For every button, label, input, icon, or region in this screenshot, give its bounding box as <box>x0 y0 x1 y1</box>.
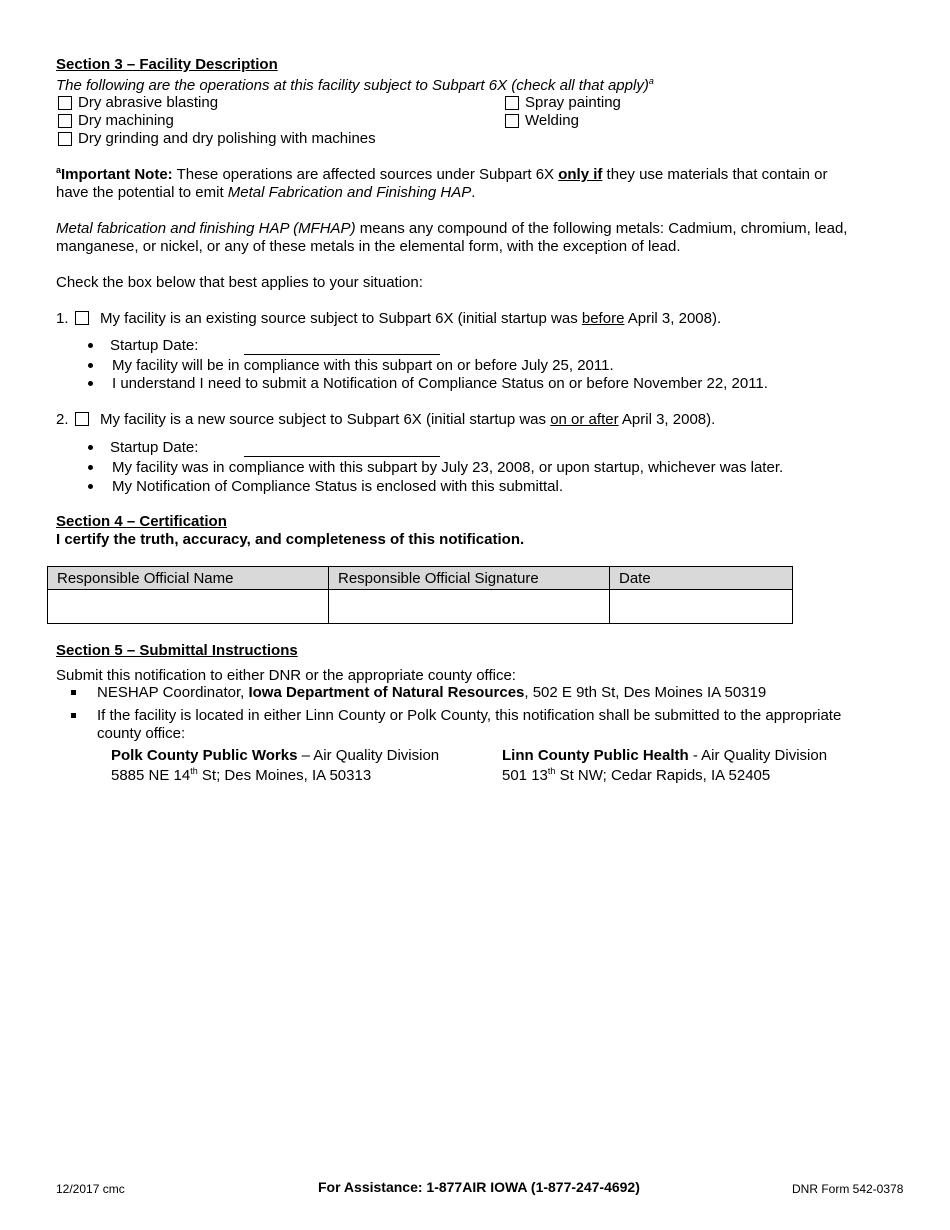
operation-checkbox-dry-grinding[interactable] <box>58 132 72 146</box>
certification-table <box>47 566 793 624</box>
bullet <box>88 445 93 450</box>
section4-heading: Section 4 – Certification <box>56 513 227 530</box>
bullet <box>71 713 76 718</box>
option1-startup-date-field[interactable] <box>244 354 440 355</box>
option1-bullet2: My facility will be in compliance with this subpart on or before July 25, 2011. <box>112 357 614 374</box>
bullet <box>88 484 93 489</box>
date-field[interactable] <box>610 590 793 624</box>
operation-checkbox-dry-abrasive-blasting[interactable] <box>58 96 72 110</box>
option1-bullet3: I understand I need to submit a Notification of Compliance Status on or before November 22, 2011. <box>112 375 768 392</box>
section3-intro: The following are the operations at this facility subject to Subpart 6X (check all that apply)$^a$ <box>56 76 654 94</box>
option2-startup-date-field[interactable] <box>244 456 440 457</box>
column-header-name: Responsible Official Name <box>48 567 329 590</box>
option1-startup-label: Startup Date: <box>110 337 199 354</box>
linn-county-office: Linn County Public Health - Air Quality Division <box>502 747 828 764</box>
bullet <box>88 343 93 348</box>
footer-form-number: DNR Form 542-0378 <box>792 1182 904 1196</box>
operation-label: Dry machining <box>78 112 174 129</box>
column-header-signature: Responsible Official Signature <box>329 567 610 590</box>
column-header-date: Date <box>610 567 793 590</box>
important-note-line1: $^a$Important Note: These operations are affected sources under Subpart 6X only if they use materials that contain or <box>56 165 828 183</box>
section5-intro: Submit this notification to either DNR or the appropriate county office: <box>56 667 516 684</box>
footer-revision: 12/2017 cmc <box>56 1182 125 1196</box>
certification-statement: I certify the truth, accuracy, and completeness of this notification. <box>56 531 525 548</box>
operation-label: Dry abrasive blasting <box>78 94 219 111</box>
official-signature-field[interactable] <box>329 590 610 624</box>
option1-number: 1. <box>56 310 69 327</box>
linn-county-address: 501 13th St NW; Cedar Rapids, IA 52405 <box>502 766 771 784</box>
operation-checkbox-spray-painting[interactable] <box>505 96 519 110</box>
operation-checkbox-welding[interactable] <box>505 114 519 128</box>
operation-label: Dry grinding and dry polishing with machines <box>78 130 376 147</box>
submittal-item-dnr: NESHAP Coordinator, Iowa Department of Natural Resources, 502 E 9th St, Des Moines IA 50319 <box>97 684 767 701</box>
option1-checkbox[interactable] <box>75 311 89 325</box>
submittal-item-county-line1: If the facility is located in either Linn County or Polk County, this notification shall be submitted to the appropriate <box>97 707 842 724</box>
check-prompt: Check the box below that best applies to your situation: <box>56 274 423 291</box>
operation-label: Welding <box>525 112 579 129</box>
polk-county-address: 5885 NE 14th St; Des Moines, IA 50313 <box>111 766 372 784</box>
bullet <box>71 690 76 695</box>
polk-county-office: Polk County Public Works – Air Quality Division <box>111 747 440 764</box>
submittal-item-county-line2: county office: <box>97 725 186 742</box>
important-note-line2: have the potential to emit Metal Fabrication and Finishing HAP. <box>56 184 476 201</box>
option2-text: My facility is a new source subject to Subpart 6X (initial startup was on or after April 3, 2008). <box>100 411 716 428</box>
option2-startup-label: Startup Date: <box>110 439 199 456</box>
option1-text: My facility is an existing source subject to Subpart 6X (initial startup was before April 3, 2008). <box>100 310 722 327</box>
bullet <box>88 381 93 386</box>
option2-checkbox[interactable] <box>75 412 89 426</box>
footer-assistance: For Assistance: 1-877AIR IOWA (1-877-247-4692) <box>318 1179 640 1195</box>
operation-checkbox-dry-machining[interactable] <box>58 114 72 128</box>
mfhap-definition-line2: manganese, or nickel, or any of these metals in the elemental form, with the exception of lead. <box>56 238 681 255</box>
bullet <box>88 465 93 470</box>
mfhap-definition-line1: Metal fabrication and finishing HAP (MFHAP) means any compound of the following metals: Cadmium, chromium, lead, <box>56 220 848 237</box>
section5-heading: Section 5 – Submittal Instructions <box>56 642 298 659</box>
option2-bullet2: My facility was in compliance with this subpart by July 23, 2008, or upon startup, whichever was later. <box>112 459 784 476</box>
operation-label: Spray painting <box>525 94 621 111</box>
option2-bullet3: My Notification of Compliance Status is enclosed with this submittal. <box>112 478 564 495</box>
option2-number: 2. <box>56 411 69 428</box>
official-name-field[interactable] <box>48 590 329 624</box>
section3-heading: Section 3 – Facility Description <box>56 56 278 73</box>
bullet <box>88 363 93 368</box>
